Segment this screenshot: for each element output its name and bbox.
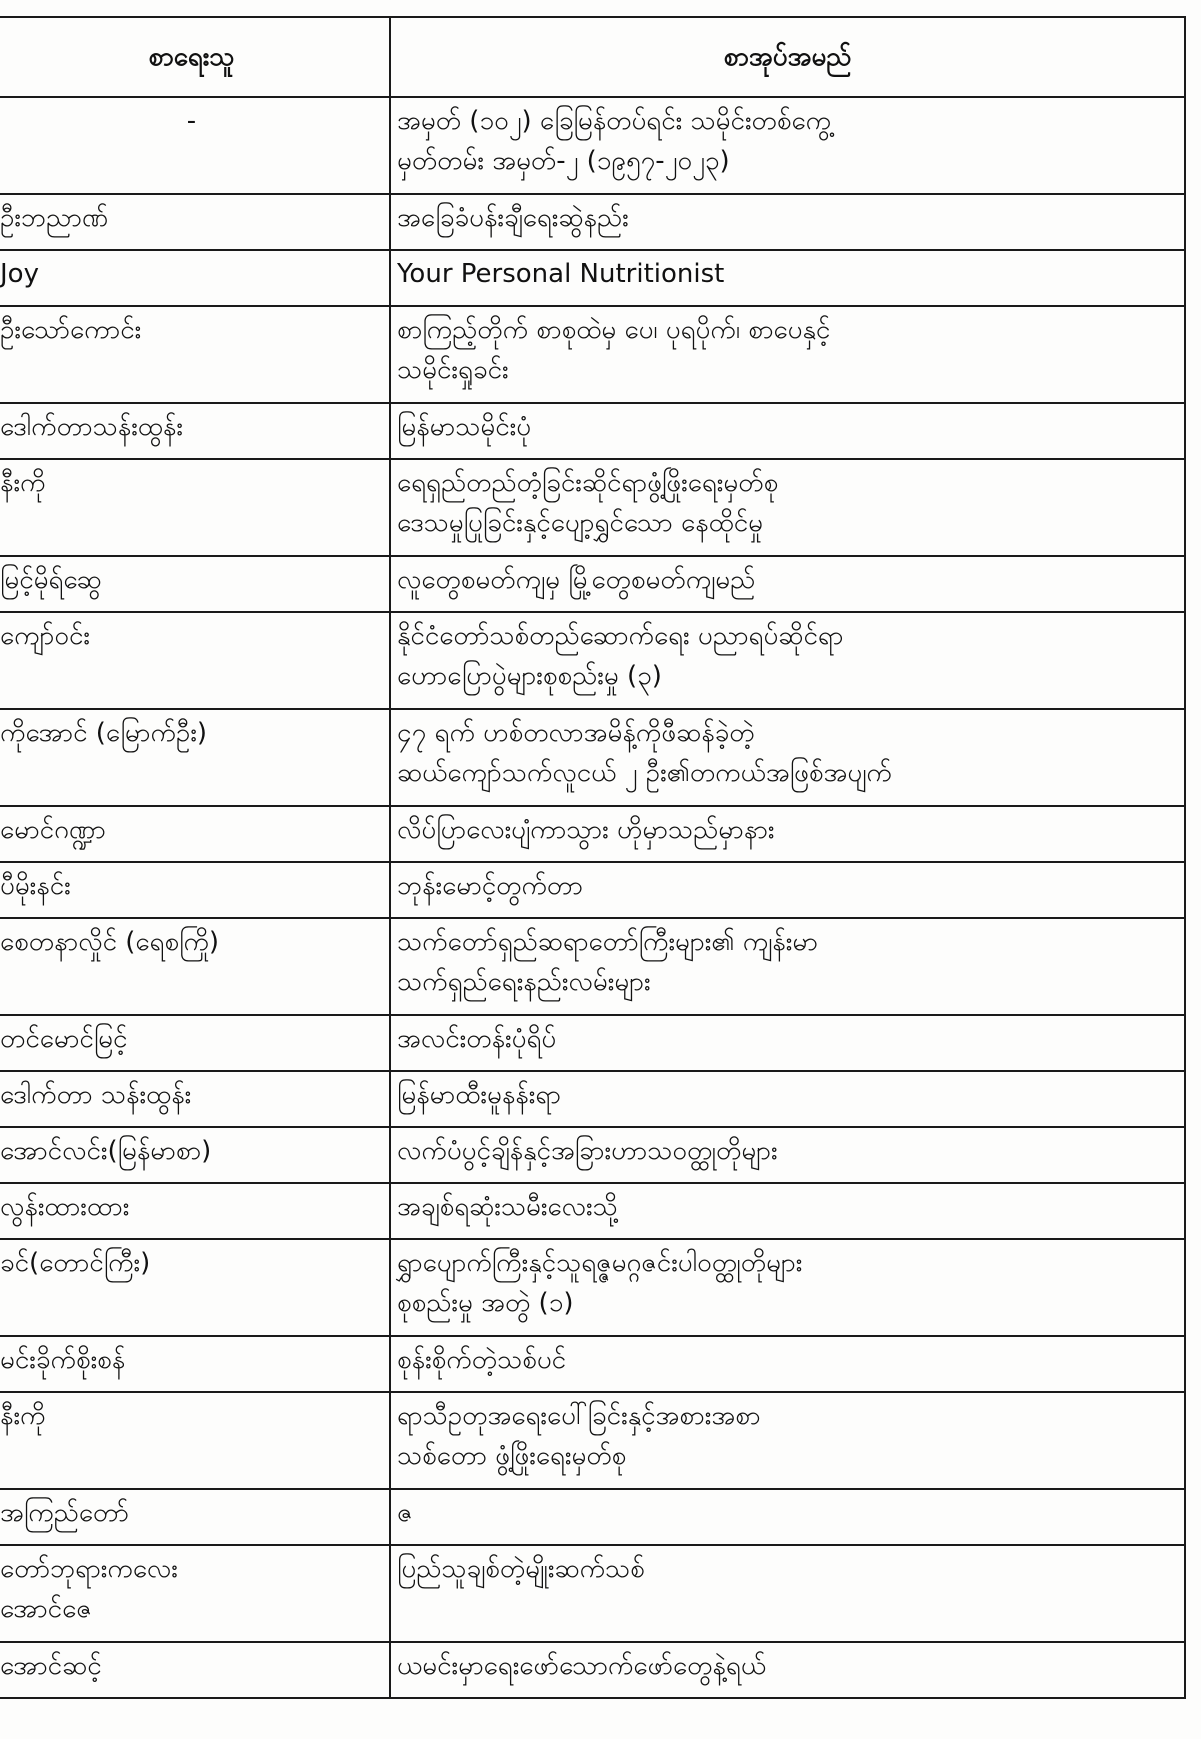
author-cell bbox=[0, 1183, 390, 1239]
title-line: အခြေခံပန်းချီရေးဆွဲနည်း bbox=[397, 203, 629, 233]
table-row bbox=[0, 1392, 1185, 1489]
author-line: နီးကို bbox=[0, 1401, 46, 1431]
author-line: ကျော်ဝင်း bbox=[0, 621, 90, 651]
title-cell bbox=[390, 1392, 1185, 1489]
author-line: ဒေါက်တာသန်းထွန်း bbox=[0, 412, 183, 442]
author-line: စေတနာလှိုင် (ရေစကြို) bbox=[0, 927, 220, 957]
author-line: မင်းခိုက်စိုးစန် bbox=[0, 1345, 126, 1375]
title-line: ရေရှည်တည်တံ့ခြင်းဆိုင်ရာဖွံ့ဖြိုးရေးမှတ်စု bbox=[397, 468, 779, 498]
author-cell bbox=[0, 862, 390, 918]
author-cell bbox=[0, 403, 390, 459]
title-cell bbox=[390, 1239, 1185, 1336]
book-list-table bbox=[0, 16, 1186, 1699]
title-line: စာကြည့်တိုက် စာစုထဲမှ ပေ၊ ပုရပိုက်၊ စာပေနှင့် bbox=[397, 315, 831, 345]
table-body bbox=[0, 97, 1185, 1698]
table-row bbox=[0, 862, 1185, 918]
title-line: သက်ရှည်ရေးနည်းလမ်းများ bbox=[397, 967, 651, 997]
table-row bbox=[0, 1642, 1185, 1698]
author-line: - bbox=[186, 106, 197, 136]
title-line: ၄၇ ရက် ဟစ်တလာအမိန့်ကိုဖီဆန်ခဲ့တဲ့ bbox=[397, 718, 755, 748]
title-cell bbox=[390, 1642, 1185, 1698]
author-cell bbox=[0, 459, 390, 556]
title-line: လူတွေစမတ်ကျမှ မြို့တွေစမတ်ကျမည် bbox=[397, 565, 756, 595]
table-row bbox=[0, 1127, 1185, 1183]
table-row bbox=[0, 1183, 1185, 1239]
author-cell bbox=[0, 612, 390, 709]
table-row bbox=[0, 194, 1185, 250]
author-cell bbox=[0, 1642, 390, 1698]
title-line: ပြည်သူချစ်တဲ့မျိုးဆက်သစ် bbox=[397, 1554, 645, 1584]
title-cell bbox=[390, 1183, 1185, 1239]
author-line: ကိုအောင် (မြောက်ဦး) bbox=[0, 718, 208, 748]
table-row bbox=[0, 1336, 1185, 1392]
author-line: မြင့်မိုရ်ဆွေ bbox=[0, 565, 102, 595]
title-cell bbox=[390, 194, 1185, 250]
author-cell bbox=[0, 918, 390, 1015]
title-column-header: စာအုပ်အမည် bbox=[390, 17, 1185, 97]
table-row bbox=[0, 459, 1185, 556]
title-cell bbox=[390, 250, 1185, 306]
author-cell bbox=[0, 1336, 390, 1392]
title-line: ရွှာပျောက်ကြီးနှင့်သူရဇ္ဇမဂ္ဂဇင်းပါဝတ္ထုတိုများ bbox=[397, 1248, 803, 1278]
title-line: မြန်မာသမိုင်းပုံ bbox=[397, 412, 532, 442]
author-line: ဦးသော်ကောင်း bbox=[0, 315, 142, 345]
table-row bbox=[0, 1071, 1185, 1127]
title-cell bbox=[390, 1127, 1185, 1183]
title-line: ဟောပြောပွဲများစုစည်းမှု (၃) bbox=[397, 661, 662, 691]
title-line: လက်ပံပွင့်ချိန်နှင့်အခြားဟာသဝတ္ထုတိုများ bbox=[397, 1136, 778, 1166]
table-row bbox=[0, 918, 1185, 1015]
author-line: Joy bbox=[0, 259, 39, 289]
author-cell bbox=[0, 1239, 390, 1336]
table-row bbox=[0, 556, 1185, 612]
title-line: စုစည်းမှု အတွဲ (၁) bbox=[397, 1288, 574, 1318]
author-line: ခင်(တောင်ကြီး) bbox=[0, 1248, 151, 1278]
author-cell bbox=[0, 1015, 390, 1071]
title-line: ဒေသမှုပြုခြင်းနှင့်ပျော့ရွှင်သော နေထိုင်မှု bbox=[397, 508, 763, 538]
author-cell bbox=[0, 1071, 390, 1127]
author-line: နီးကို bbox=[0, 468, 46, 498]
title-line: စုန်းစိုက်တဲ့သစ်ပင် bbox=[397, 1345, 567, 1375]
title-line: အမှတ် (၁၀၂) ခြေမြန်တပ်ရင်း သမိုင်းတစ်ကွေ့ bbox=[397, 106, 832, 136]
title-line: သမိုင်းရှုခင်း bbox=[397, 355, 509, 385]
title-line: အချစ်ရဆုံးသမီးလေးသို့ bbox=[397, 1192, 618, 1222]
title-line: ရာသီဥတုအရေးပေါ်ခြင်းနှင့်အစားအစာ bbox=[397, 1401, 761, 1431]
table-row bbox=[0, 403, 1185, 459]
title-cell bbox=[390, 918, 1185, 1015]
title-line: သစ်တော ဖွံ့ဖြိုးရေးမှတ်စု bbox=[397, 1441, 627, 1471]
table-row bbox=[0, 1545, 1185, 1642]
title-cell bbox=[390, 459, 1185, 556]
title-line: သက်တော်ရှည်ဆရာတော်ကြီးများ၏ ကျန်းမာ bbox=[397, 927, 818, 957]
author-cell bbox=[0, 806, 390, 862]
table-row bbox=[0, 806, 1185, 862]
table-row bbox=[0, 1239, 1185, 1336]
title-cell bbox=[390, 556, 1185, 612]
author-column-header: စာရေးသူ bbox=[0, 17, 390, 97]
author-line: တင်မောင်မြင့် bbox=[0, 1024, 128, 1054]
author-line: တော်ဘုရားကလေး bbox=[0, 1554, 178, 1584]
author-line: အောင်ဇေ bbox=[0, 1594, 92, 1624]
title-line: မှတ်တမ်း အမှတ်-၂ (၁၉၅၇-၂၀၂၃) bbox=[397, 146, 730, 176]
author-line: အောင်လင်း(မြန်မာစာ) bbox=[0, 1136, 212, 1166]
title-line: ယမင်းမှာရေးဖော်သောက်ဖော်တွေနဲ့ရယ် bbox=[397, 1651, 767, 1681]
author-line: ပီမိုးနင်း bbox=[0, 871, 71, 901]
author-cell bbox=[0, 1392, 390, 1489]
table-row bbox=[0, 1015, 1185, 1071]
title-cell bbox=[390, 1545, 1185, 1642]
author-line: အကြည်တော် bbox=[0, 1498, 129, 1528]
author-line: ဒေါက်တာ သန်းထွန်း bbox=[0, 1080, 192, 1110]
table-row bbox=[0, 612, 1185, 709]
author-cell bbox=[0, 250, 390, 306]
title-cell bbox=[390, 403, 1185, 459]
author-cell bbox=[0, 1489, 390, 1545]
title-cell bbox=[390, 1336, 1185, 1392]
author-line: မောင်ဂဏ္ဍာ bbox=[0, 815, 106, 845]
title-cell bbox=[390, 306, 1185, 403]
author-line: အောင်ဆင့် bbox=[0, 1651, 102, 1681]
header-row bbox=[0, 17, 1185, 97]
table-row bbox=[0, 1489, 1185, 1545]
title-cell bbox=[390, 862, 1185, 918]
author-line: လွန်းထားထား bbox=[0, 1192, 130, 1222]
title-cell bbox=[390, 1489, 1185, 1545]
title-line: ဘုန်းမောင့်တွက်တာ bbox=[397, 871, 583, 901]
title-cell bbox=[390, 1071, 1185, 1127]
table-row bbox=[0, 97, 1185, 194]
title-cell bbox=[390, 1015, 1185, 1071]
author-cell bbox=[0, 1127, 390, 1183]
author-cell bbox=[0, 556, 390, 612]
table-row bbox=[0, 709, 1185, 806]
author-cell bbox=[0, 709, 390, 806]
table-row bbox=[0, 306, 1185, 403]
title-line: မြန်မာထီးမူနန်းရာ bbox=[397, 1080, 561, 1110]
author-cell bbox=[0, 306, 390, 403]
title-line: ဆယ်ကျော်သက်လူငယ် ၂ ဦး၏တကယ်အဖြစ်အပျက် bbox=[397, 758, 892, 788]
author-line: ဦးဘညာဏ် bbox=[0, 203, 109, 233]
title-line: အလင်းတန်းပုံရိပ် bbox=[397, 1024, 557, 1054]
table-row bbox=[0, 250, 1185, 306]
title-line: နိုင်ငံတော်သစ်တည်ဆောက်ရေး ပညာရပ်ဆိုင်ရာ bbox=[397, 621, 844, 651]
title-cell bbox=[390, 709, 1185, 806]
title-line: Your Personal Nutritionist bbox=[397, 259, 725, 289]
title-cell bbox=[390, 612, 1185, 709]
author-cell bbox=[0, 194, 390, 250]
title-cell bbox=[390, 97, 1185, 194]
title-cell bbox=[390, 806, 1185, 862]
author-cell bbox=[0, 97, 390, 194]
author-cell bbox=[0, 1545, 390, 1642]
title-line: ဇ bbox=[397, 1498, 413, 1528]
title-line: လိပ်ပြာလေးပျံကာသွား ဟိုမှာသည်မှာနား bbox=[397, 815, 775, 845]
